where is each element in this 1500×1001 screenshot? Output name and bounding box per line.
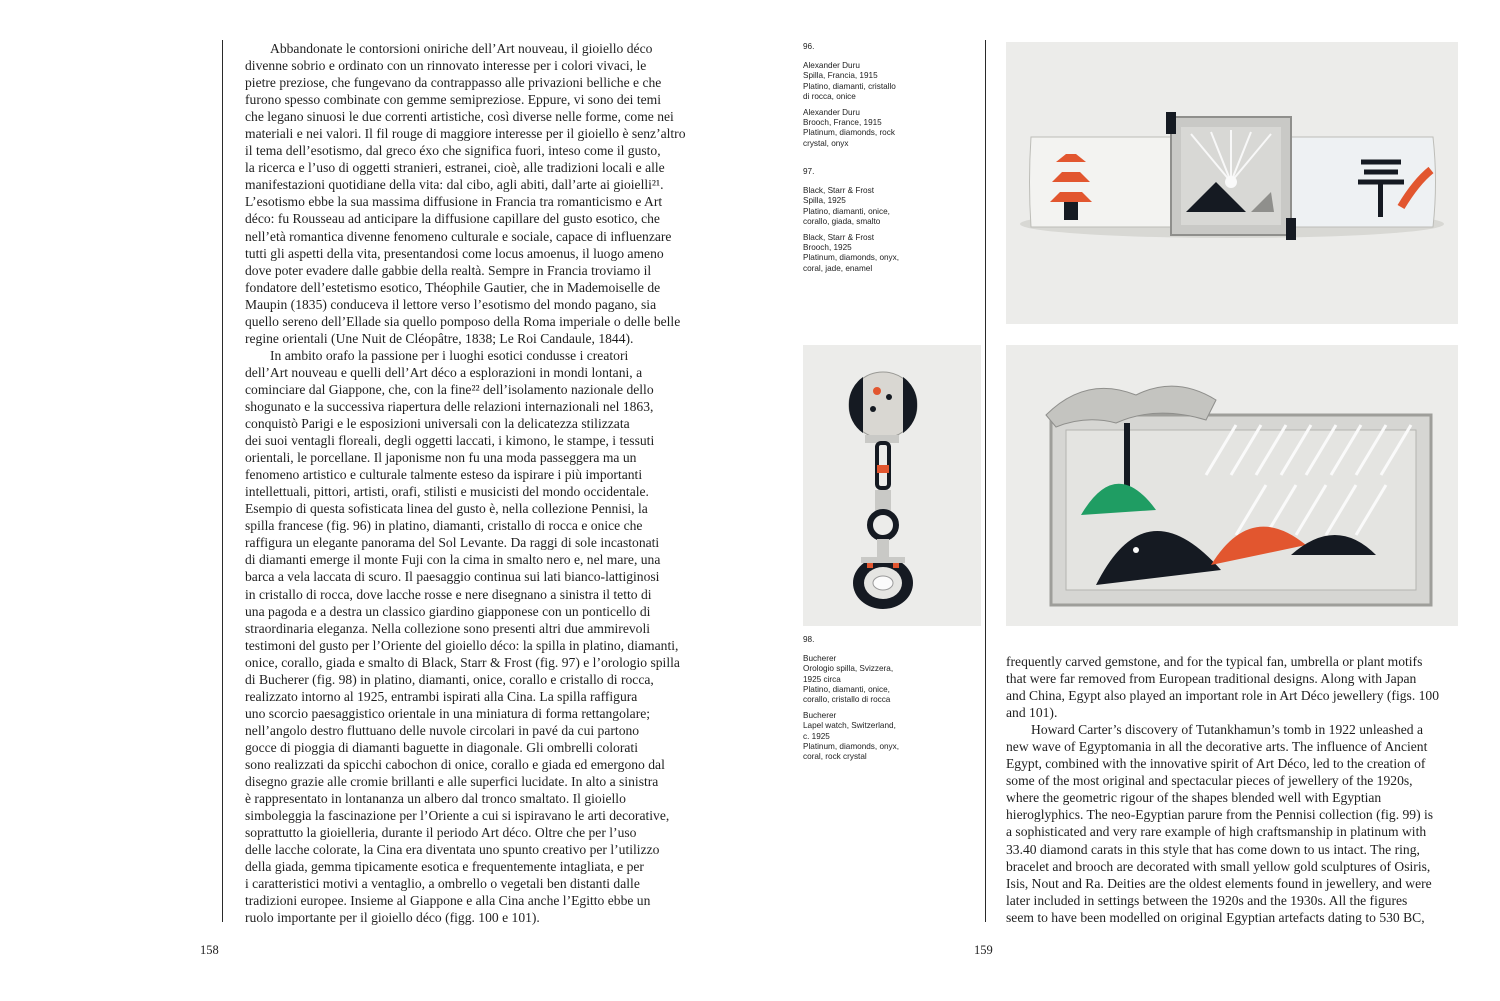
umbrella-brooch-illustration <box>1006 345 1458 626</box>
text-line: testimoni del gusto per l’Oriente del gioiello déco: la spilla in platino, diamanti, <box>245 637 679 653</box>
text-line: where the geometric rigour of the shapes blended well with Egyptian <box>1006 790 1382 806</box>
text-line: i caratteristici motivi a ventaglio, a ombrello o vegetali ben distanti dalle <box>245 876 640 892</box>
umbrella-brooch-photo <box>1006 345 1458 626</box>
caption-line: 1925 circa <box>803 674 841 684</box>
text-line: dove poter evadere dalle gabbie della realtà. Sempre in Francia troviamo il <box>245 262 652 278</box>
text-line: è rappresentato in lontananza un albero dal tronco smaltato. Il gioiello <box>245 791 626 807</box>
caption-fig-96 <box>803 42 923 155</box>
text-line: regine orientali (Une Nuit de Cléopâtre, 1838; Le Roi Candaule, 1844). <box>245 330 634 346</box>
caption-english <box>803 233 923 274</box>
text-line: simboleggia la fascinazione per l’Oriente a cui si ispiravano le arti decorative, <box>245 808 670 824</box>
text-line: intellettuali, pittori, artisti, orafi, stilisti e musicisti del mondo occidentale. <box>245 484 649 500</box>
text-line: raffigura un elegante panorama del Sol Levante. Da raggi di sole incastonati <box>245 535 660 551</box>
caption-number: 96. <box>803 42 815 51</box>
caption-line: Bucherer <box>803 711 837 721</box>
text-line: Egypt, combined with the innovative spirit of Art Déco, led to the creation of <box>1006 756 1426 772</box>
text-line: il tema dell’esotismo, dal greco éxo che significa fuori, inteso come il gusto, <box>245 143 661 159</box>
text-line: some of the most original and spectacular pieces of jewellery of the 1920s, <box>1006 773 1413 789</box>
caption-line: Alexander Duru <box>803 61 860 71</box>
caption-english <box>803 711 923 762</box>
caption-line: Platino, diamanti, onice, <box>803 684 890 694</box>
caption-number: 98. <box>803 635 815 644</box>
caption-line: Platinum, diamonds, onyx, <box>803 253 900 263</box>
text-line: quello sereno dell’Ellade sia quello pomposo della Roma imperiale o delle belle <box>245 313 681 329</box>
text-line: bracelet and brooch are decorated with small yellow gold sculptures of Osiris, <box>1006 858 1431 874</box>
text-line: la ricerca e l’uso di oggetti stranieri, estranei, cioè, alle tradizioni locali e alle <box>245 160 665 176</box>
text-line: In ambito orafo la passione per i luoghi esotici condusse i creatori <box>270 347 629 363</box>
text-line: manifestazioni quotidiane della vita: dal cibo, agli abiti, dall’arte ai gioielli²¹. <box>245 177 664 193</box>
caption-english <box>803 108 923 149</box>
fan-brooch-illustration <box>1006 42 1458 324</box>
page-number-right: 159 <box>974 943 993 957</box>
text-line: hieroglyphics. The neo-Egyptian parure from the Pennisi collection (fig. 99) is <box>1006 807 1434 823</box>
caption-line: Platinum, diamonds, rock <box>803 128 895 138</box>
text-line: di Bucherer (fig. 98) in platino, diamanti, onice, corallo e cristallo di rocca, <box>245 671 654 687</box>
text-line: and 101). <box>1006 705 1058 721</box>
caption-line: Black, Starr & Frost <box>803 186 874 196</box>
caption-line: Spilla, 1925 <box>803 196 846 206</box>
caption-line: corallo, cristallo di rocca <box>803 695 891 705</box>
left-margin-rule <box>222 40 223 922</box>
text-line: che legano sinuosi le due correnti artistiche, così diverse nelle forme, come nei <box>245 109 674 125</box>
caption-line: Bucherer <box>803 654 837 664</box>
text-line: Maupin (1835) conduceva il lettore verso l’esotismo del mondo pagano, sia <box>245 296 657 312</box>
text-line: tradizioni europee. Insieme al Giappone e alla Cina anche l’Egitto ebbe un <box>245 893 651 909</box>
text-line: and China, Egypt also played an important role in Art Déco jewellery (figs. 100 <box>1006 688 1440 704</box>
text-line: furono spesso combinate con gemme semipreziose. Eppure, vi sono dei temi <box>245 92 662 108</box>
text-line: orientali, le porcellane. Il japonisme non fu una moda passeggera ma un <box>245 450 637 466</box>
lapel-watch-illustration <box>803 345 981 626</box>
text-line: gocce di pioggia di diamanti baguette in diagonale. Gli ombrelli colorati <box>245 739 638 755</box>
text-line: straordinaria eleganza. Nella collezione sono presenti altri due ammirevoli <box>245 620 651 636</box>
right-paragraph-2 <box>1006 721 1456 926</box>
text-line: L’esotismo ebbe la sua massima diffusione in Francia tra romanticismo e Art <box>245 194 663 210</box>
caption-italian <box>803 61 923 102</box>
text-line: barca a vela laccata di scuro. Il paesaggio continua sui lati bianco-lattiginosi <box>245 569 660 585</box>
left-paragraph-1 <box>245 40 695 347</box>
caption-line: Brooch, France, 1915 <box>803 118 882 128</box>
text-line: della giada, gemma tipicamente esotica e frequentemente intagliata, e per <box>245 859 644 875</box>
caption-fig-98 <box>803 635 923 768</box>
caption-line: Orologio spilla, Svizzera, <box>803 664 894 674</box>
caption-number: 97. <box>803 167 815 176</box>
text-line: 33.40 diamond carats in this style that has come down to us intact. The ring, <box>1006 841 1420 857</box>
text-line: cominciare dal Giappone, che, con la fine²² dell’isolamento nazionale dello <box>245 381 654 397</box>
text-line: nell’angolo destro fluttuano delle nuvole circolari in pavé da cui partono <box>245 722 640 738</box>
text-line: fondatore dell’estetismo esotico, Théophile Gautier, che in Mademoiselle de <box>245 279 661 295</box>
caption-line: coral, jade, enamel <box>803 263 873 273</box>
text-line: materiali e nei valori. Il fil rouge di maggiore interesse per il gioiello è senz’altro <box>245 126 686 142</box>
text-line: delle lacche colorate, la Cina era diventata uno spunto creativo per l’utilizzo <box>245 842 660 858</box>
caption-line: corallo, giada, smalto <box>803 216 881 226</box>
left-paragraph-2 <box>245 347 695 927</box>
text-line: shogunato e la successiva riapertura delle relazioni internazionali nel 1863, <box>245 398 654 414</box>
text-line: déco: fu Rousseau ad anticipare la diffusione capillare del gusto esotico, che <box>245 211 660 227</box>
text-line: Esempio di questa sofisticata linea del gusto è, nella collezione Pennisi, la <box>245 501 648 517</box>
art-deco-fan-brooch-photo <box>1006 42 1458 324</box>
caption-line: Platino, diamanti, onice, <box>803 206 890 216</box>
text-line: fenomeno artistico e culturale talmente esteso da ispirare i più importanti <box>245 467 643 483</box>
caption-italian <box>803 186 923 227</box>
text-line: soprattutto la gioielleria, durante il periodo Art déco. Oltre che per l’uso <box>245 825 637 841</box>
text-line: dell’Art nouveau e quelli dell’Art déco a esplorazioni in mondi lontani, a <box>245 364 643 380</box>
right-margin-rule <box>985 40 986 922</box>
caption-line: c. 1925 <box>803 731 830 741</box>
caption-italian <box>803 654 923 705</box>
text-line: spilla francese (fig. 96) in platino, diamanti, cristallo di rocca e onice che <box>245 518 643 534</box>
caption-line: coral, rock crystal <box>803 752 867 762</box>
text-line: uno scorcio paesaggistico orientale in una miniatura di forma rettangolare; <box>245 705 651 721</box>
text-line: seem to have been modelled on original Egyptian artefacts dating to 530 BC, <box>1006 909 1425 925</box>
left-page-body <box>245 40 695 926</box>
text-line: that were far removed from European traditional designs. Along with Japan <box>1006 671 1417 687</box>
page-number-left: 158 <box>200 943 219 957</box>
caption-line: Spilla, Francia, 1915 <box>803 71 878 81</box>
caption-line: Brooch, 1925 <box>803 243 852 253</box>
text-line: later included in settings between the 1920s and the 1930s. All the figures <box>1006 892 1408 908</box>
text-line: ruolo importante per il gioiello déco (figg. 100 e 101). <box>245 910 540 926</box>
text-line: tutti gli aspetti della vita, presentandosi come locus amoenus, il luogo ameno <box>245 245 664 261</box>
text-line: divenne sobrio e ordinato con un rinnovato interesse per i colori vivaci, le <box>245 58 647 74</box>
caption-line: Lapel watch, Switzerland, <box>803 721 896 731</box>
caption-line: Platino, diamanti, cristallo <box>803 81 896 91</box>
right-paragraph-1 <box>1006 653 1456 721</box>
text-line: new wave of Egyptomania in all the decorative arts. The influence of Ancient <box>1006 739 1428 755</box>
caption-line: crystal, onyx <box>803 138 849 148</box>
right-page-body <box>1006 653 1456 926</box>
text-line: Isis, Nout and Ra. Deities are the oldest elements found in jewellery, and were <box>1006 875 1432 891</box>
text-line: pietre preziose, che fungevano da contrappasso alle privazioni belliche e che <box>245 75 662 91</box>
text-line: conquistò Parigi e le esposizioni universali con la delicatezza stilizzata <box>245 416 630 432</box>
text-line: Abbandonate le contorsioni oniriche dell’Art nouveau, il gioiello déco <box>270 41 653 56</box>
caption-line: Alexander Duru <box>803 108 860 118</box>
text-line: sono realizzati da spicchi cabochon di onice, corallo e giada ed emergono dal <box>245 756 665 772</box>
text-line: Howard Carter’s discovery of Tutankhamun’s tomb in 1922 unleashed a <box>1031 722 1424 738</box>
text-line: frequently carved gemstone, and for the typical fan, umbrella or plant motifs <box>1006 654 1423 669</box>
text-line: una pagoda e a destra un classico giardino giapponese con un ponticello di <box>245 603 651 619</box>
caption-line: Black, Starr & Frost <box>803 233 874 243</box>
text-line: a sophisticated and very rare example of high craftsmanship in platinum with <box>1006 824 1427 840</box>
lapel-watch-photo <box>803 345 981 626</box>
text-line: onice, corallo, giada e smalto di Black, Starr & Frost (fig. 97) e l’orologio spilla <box>245 654 680 670</box>
text-line: dei suoi ventagli floreali, degli oggetti laccati, i kimono, le stampe, i tessuti <box>245 433 655 449</box>
text-line: disegno grazie alle cromie brillanti e alle superfici lucidate. In alto a sinistra <box>245 774 659 790</box>
caption-line: Platinum, diamonds, onyx, <box>803 741 900 751</box>
text-line: realizzato intorno al 1925, entrambi ispirati alla Cina. La spilla raffigura <box>245 688 638 704</box>
text-line: di diamanti emerge il monte Fuji con la cima in smalto nero e, nel mare, una <box>245 552 661 568</box>
caption-line: di rocca, onice <box>803 91 856 101</box>
text-line: nell’età romantica divenne fenomeno culturale e sociale, capace di influenzare <box>245 228 672 244</box>
text-line: in cristallo di rocca, dove lacche rosse e nere disegnano a sinistra il tetto di <box>245 586 652 602</box>
caption-fig-97 <box>803 167 923 280</box>
